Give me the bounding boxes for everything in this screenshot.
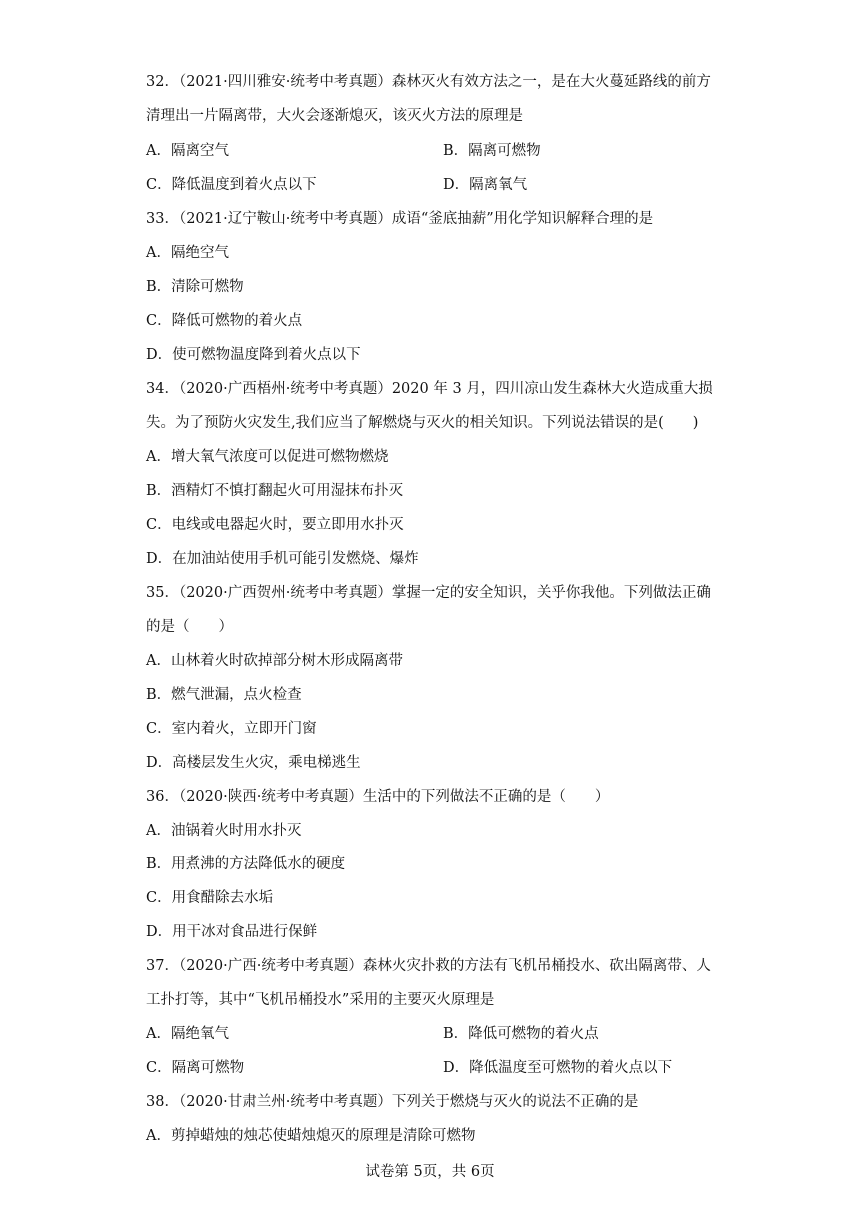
question-37-option-d: D．降低温度至可燃物的着火点以下 <box>443 1060 673 1076</box>
question-34-option-d: D．在加油站使用手机可能引发燃烧、爆炸 <box>146 551 419 567</box>
question-35-option-b: B．燃气泄漏，点火检查 <box>146 687 302 703</box>
question-34-line-2: 失。为了预防火灾发生,我们应当了解燃烧与灭火的相关知识。下列说法错误的是( ) <box>146 415 699 431</box>
question-33-option-c: C．降低可燃物的着火点 <box>146 313 303 329</box>
question-32-option-b: B．隔离可燃物 <box>443 143 541 159</box>
question-33-option-d: D．使可燃物温度降到着火点以下 <box>146 347 361 363</box>
page-footer: 试卷第 5页，共 6页 <box>365 1164 495 1180</box>
question-36-line-1: 36．（2020·陕西·统考中考真题）生活中的下列做法不正确的是（ ） <box>146 789 610 805</box>
question-35-option-c: C．室内着火，立即开门窗 <box>146 721 317 737</box>
question-36-option-c: C．用食醋除去水垢 <box>146 890 274 906</box>
question-37-line-1: 37．（2020·广西·统考中考真题）森林火灾扑救的方法有飞机吊桶投水、砍出隔离带、人 <box>146 958 711 974</box>
question-35-option-a: A．山林着火时砍掉部分树木形成隔离带 <box>146 653 403 669</box>
question-35-line-1: 35．（2020·广西贺州·统考中考真题）掌握一定的安全知识，关乎你我他。下列做法正确 <box>146 585 711 601</box>
question-33-line-1: 33．（2021·辽宁鞍山·统考中考真题）成语“釜底抽薪”用化学知识解释合理的是 <box>146 211 654 227</box>
question-37-option-c: C．隔离可燃物 <box>146 1060 245 1076</box>
question-32-option-a: A．隔离空气 <box>146 143 229 159</box>
question-35-option-d: D．高楼层发生火灾，乘电梯逃生 <box>146 755 361 771</box>
question-32-option-d: D．隔离氧气 <box>443 177 528 193</box>
question-36-option-b: B．用煮沸的方法降低水的硬度 <box>146 856 346 872</box>
question-33-option-a: A．隔绝空气 <box>146 245 229 261</box>
question-32-line-2: 清理出一片隔离带，大火会逐渐熄灭，该灭火方法的原理是 <box>146 108 523 124</box>
question-38-option-a: A．剪掉蜡烛的烛芯使蜡烛熄灭的原理是清除可燃物 <box>146 1128 476 1144</box>
question-33-option-b: B．清除可燃物 <box>146 279 244 295</box>
question-37-option-a: A．隔绝氧气 <box>146 1026 229 1042</box>
question-32-option-c: C．降低温度到着火点以下 <box>146 177 317 193</box>
question-38-line-1: 38．（2020·甘肃兰州·统考中考真题）下列关于燃烧与灭火的说法不正确的是 <box>146 1094 639 1110</box>
question-34-option-b: B．酒精灯不慎打翻起火可用湿抹布扑灭 <box>146 483 404 499</box>
question-34-line-1: 34．（2020·广西梧州·统考中考真题）2020 年 3 月，四川凉山发生森林大火造成重大损 <box>146 381 713 397</box>
question-34-option-a: A．增大氧气浓度可以促进可燃物燃烧 <box>146 449 389 465</box>
question-37-option-b: B．降低可燃物的着火点 <box>443 1026 599 1042</box>
question-32-line-1: 32．（2021·四川雅安·统考中考真题）森林灭火有效方法之一，是在大火蔓延路线的前方 <box>146 74 711 90</box>
question-37-line-2: 工扑打等，其中“飞机吊桶投水”采用的主要灭火原理是 <box>146 992 495 1008</box>
question-36-option-d: D．用干冰对食品进行保鲜 <box>146 924 318 940</box>
question-34-option-c: C．电线或电器起火时，要立即用水扑灭 <box>146 517 404 533</box>
question-36-option-a: A．油锅着火时用水扑灭 <box>146 823 302 839</box>
question-35-line-2: 的是（ ） <box>146 619 233 635</box>
